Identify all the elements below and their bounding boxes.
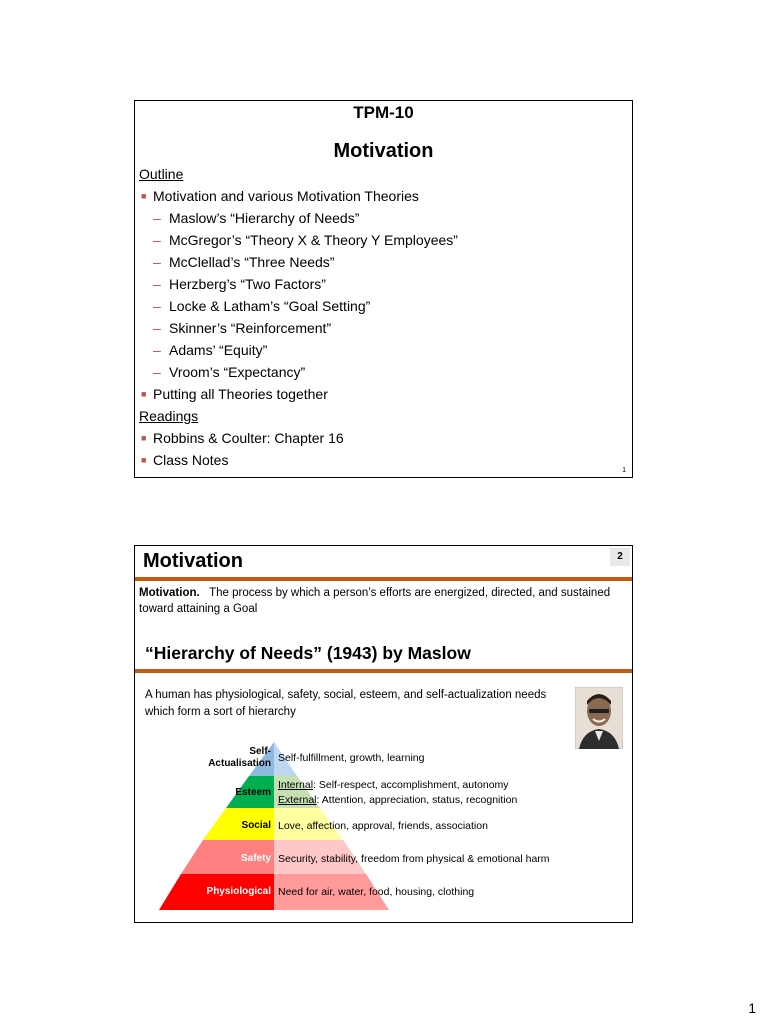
dash-icon: –	[153, 210, 161, 226]
bullet-icon: ■	[141, 455, 147, 465]
bullet-icon: ■	[141, 191, 147, 201]
subitem-text: Locke & Latham’s “Goal Setting”	[169, 298, 371, 314]
outline-subitem	[139, 318, 331, 338]
slide-number: 2	[610, 548, 630, 566]
readings-heading: Readings	[139, 408, 199, 424]
slide-title: Motivation	[143, 550, 243, 572]
level-desc-esteem-external	[278, 793, 517, 808]
outline-subitem	[139, 296, 370, 316]
bullet-text: Putting all Theories together	[153, 386, 328, 402]
level-label-physiological: Physiological	[206, 886, 271, 897]
level-label-social: Social	[241, 820, 271, 831]
dash-icon: –	[153, 276, 161, 292]
subitem-text: Herzberg’s “Two Factors”	[169, 276, 326, 292]
slide-number: 1	[622, 467, 626, 474]
bullet-icon: ■	[141, 433, 147, 443]
bullet-text: Motivation and various Motivation Theories	[153, 188, 419, 204]
page-number: 1	[748, 1000, 756, 1016]
subitem-text: Maslow’s “Hierarchy of Needs”	[169, 210, 360, 226]
outline-bullet	[139, 186, 419, 206]
intro-text: A human has physiological, safety, social, esteem, and self-actualization needs which form a sort of hierarchy	[145, 689, 547, 718]
subitem-text: Vroom’s “Expectancy”	[169, 364, 306, 380]
outline-subitem	[139, 252, 334, 272]
subitem-text: McClellad’s “Three Needs”	[169, 254, 335, 270]
slide-2	[134, 545, 633, 923]
readings-text: Class Notes	[153, 452, 229, 468]
outline-subitem	[139, 208, 359, 228]
slide-title: Motivation	[333, 140, 434, 162]
level-desc-physiological: Need for air, water, food, housing, clothing	[278, 886, 475, 898]
internal-label: Internal	[278, 779, 314, 791]
slide-1	[134, 100, 633, 478]
external-text: : Attention, appreciation, status, recognition	[316, 794, 518, 806]
level-desc-safety: Security, stability, freedom from physical & emotional harm	[278, 853, 550, 865]
external-label: External	[278, 794, 317, 806]
readings-text: Robbins & Coulter: Chapter 16	[153, 430, 344, 446]
outline-heading: Outline	[139, 166, 184, 182]
section-subtitle: “Hierarchy of Needs” (1943) by Maslow	[145, 643, 471, 663]
definition	[139, 585, 626, 617]
dash-icon: –	[153, 320, 161, 336]
subtitle-divider	[135, 669, 632, 673]
dash-icon: –	[153, 298, 161, 314]
title-divider	[135, 577, 632, 581]
readings-item	[139, 428, 344, 448]
readings-item	[139, 450, 228, 470]
level-label-selfactualisation: Self- Actualisation	[208, 746, 271, 769]
outline-subitem	[139, 340, 267, 360]
level-label-safety: Safety	[240, 853, 271, 864]
maslow-portrait	[575, 687, 623, 749]
outline-subitem	[139, 230, 458, 250]
dash-icon: –	[153, 342, 161, 358]
slide-code: TPM-10	[353, 103, 414, 122]
internal-text: : Self-respect, accomplishment, autonomy	[313, 779, 509, 791]
level-label-esteem: Esteem	[235, 787, 271, 798]
level-desc-esteem-internal	[278, 778, 509, 793]
outline-subitem	[139, 274, 326, 294]
bullet-icon: ■	[141, 389, 147, 399]
outline-bullet	[139, 384, 328, 404]
outline-subitem	[139, 362, 305, 382]
dash-icon: –	[153, 232, 161, 248]
dash-icon: –	[153, 254, 161, 270]
level-desc-selfactualisation: Self-fulfillment, growth, learning	[278, 752, 425, 764]
definition-term: Motivation.	[139, 587, 200, 599]
subitem-text: Adams’ “Equity”	[169, 342, 268, 358]
definition-text: The process by which a person’s efforts are energized, directed, and sustained toward attaining a Goal	[139, 587, 611, 615]
dash-icon: –	[153, 364, 161, 380]
level-desc-social: Love, affection, approval, friends, association	[278, 820, 488, 832]
subitem-text: Skinner’s “Reinforcement”	[169, 320, 332, 336]
subitem-text: McGregor’s “Theory X & Theory Y Employees”	[169, 232, 458, 248]
